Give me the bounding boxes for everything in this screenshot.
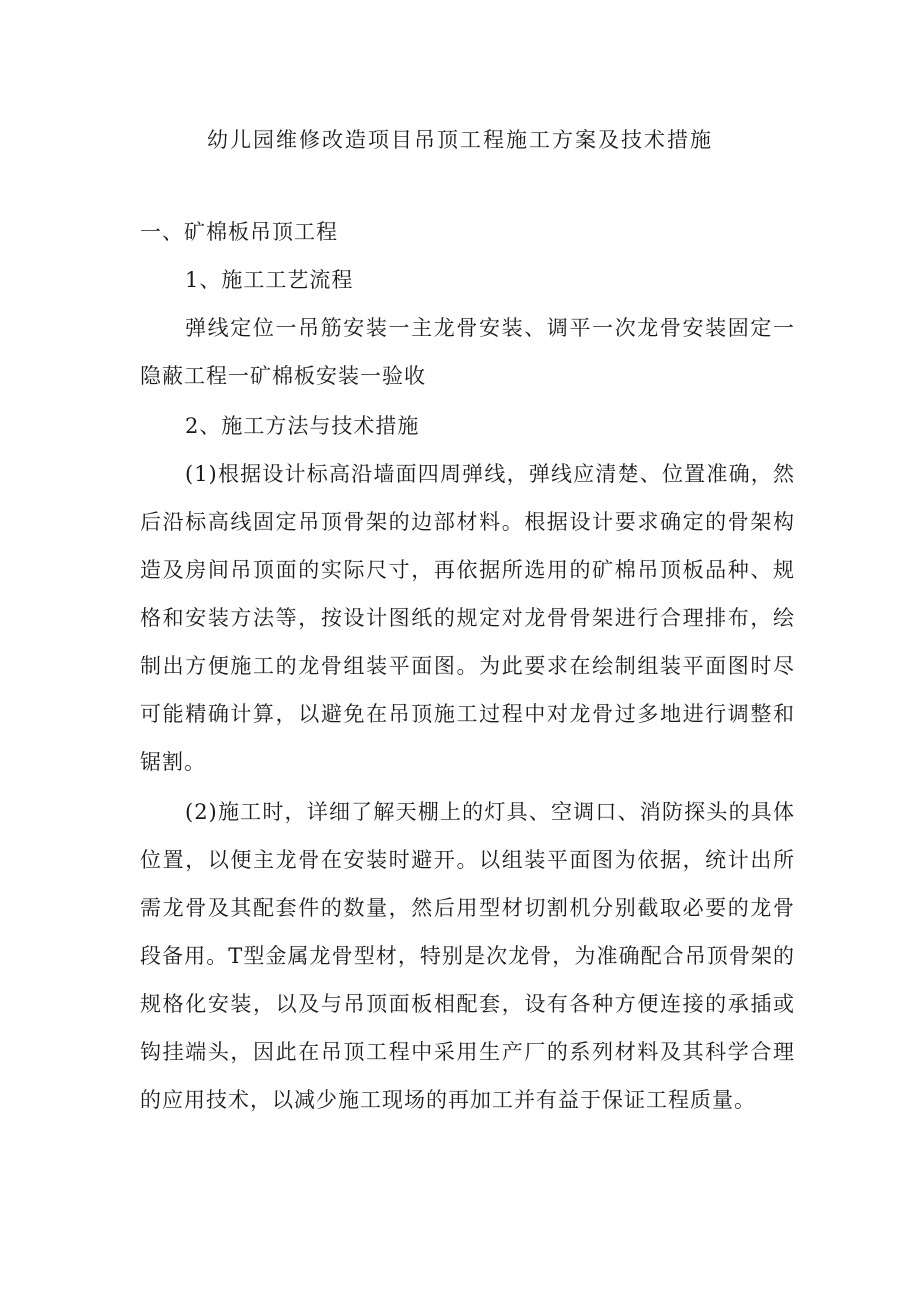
method-paragraph-1: (1)根据设计标高沿墙面四周弹线，弹线应清楚、位置准确，然后沿标高线固定吊顶骨架的边部材料。根据设计要求确定的骨架构造及房间吊顶面的实际尺寸，再依据所选用的矿棉吊顶板品种、规格和安装方法等，按设计图纸的规定对龙骨骨架进行合理排布，绘制出方便施工的龙骨组装平面图。为此要求在绘制组装平面图时尽可能精确计算，以避免在吊顶施工过程中对龙骨过多地进行调整和锯割。: [140, 462, 795, 774]
subsection-heading-methods: 2、施工方法与技术措施: [185, 414, 420, 438]
subsection-heading-process-flow: 1、施工工艺流程: [185, 268, 354, 292]
section-heading: 一、矿棉板吊顶工程: [140, 220, 338, 244]
process-flow-paragraph: 弹线定位一吊筋安装一主龙骨安装、调平一次龙骨安装固定一隐蔽工程一矿棉板安装一验收: [140, 316, 795, 388]
document-title: 幼儿园维修改造项目吊顶工程施工方案及技术措施: [207, 128, 713, 152]
method-paragraph-2: (2)施工时，详细了解天棚上的灯具、空调口、消防探头的具体位置，以便主龙骨在安装时避开。以组装平面图为依据，统计出所需龙骨及其配套件的数量，然后用型材切割机分别截取必要的龙骨段备用。T型金属龙骨型材，特别是次龙骨，为准确配合吊顶骨架的规格化安装，以及与吊顶面板相配套，设有各种方便连接的承插或钩挂端头，因此在吊顶工程中采用生产厂的系列材料及其科学合理的应用技术，以减少施工现场的再加工并有益于保证工程质量。: [140, 800, 795, 1112]
